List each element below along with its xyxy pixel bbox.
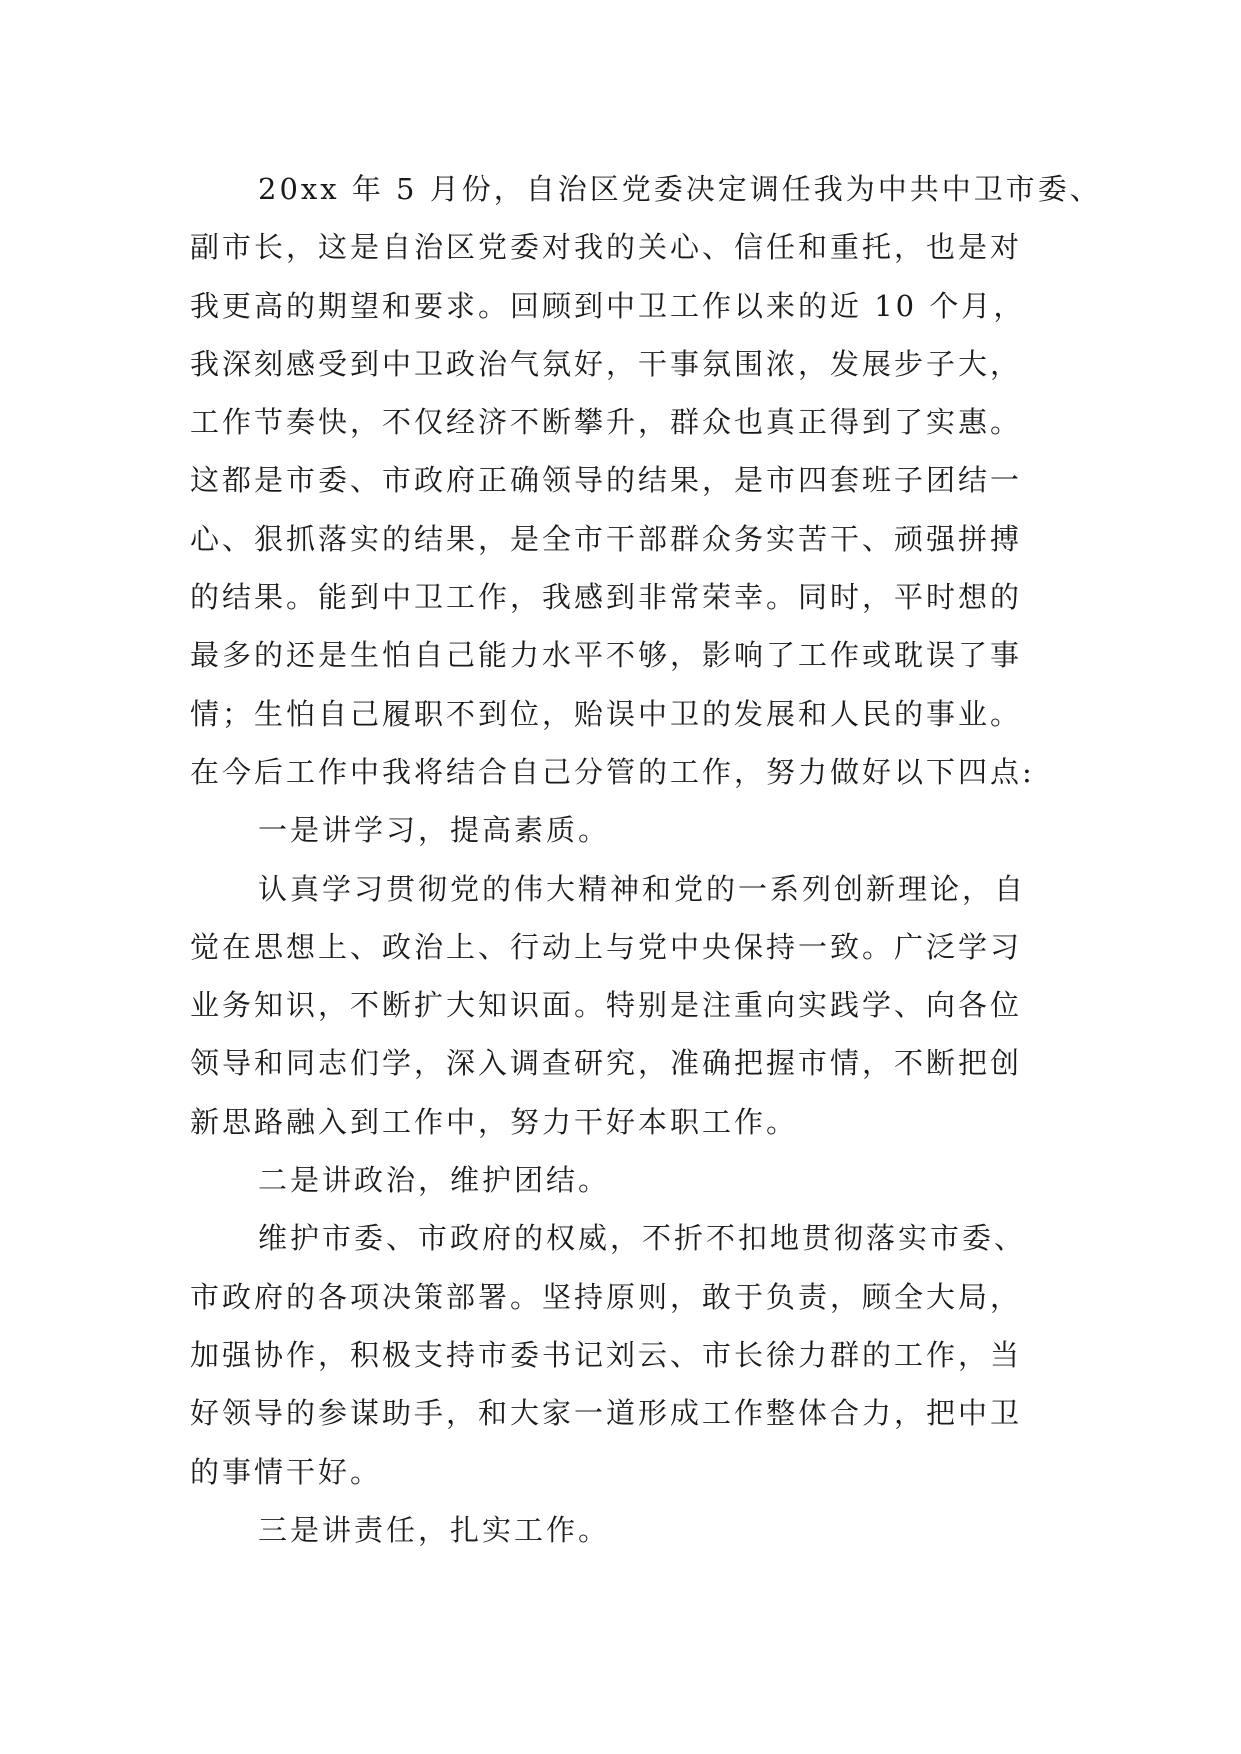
text-line: 业务知识，不断扩大知识面。特别是注重向实践学、向各位 (190, 988, 1023, 1023)
text-line: 心、狠抓落实的结果，是全市干部群众务实苦干、顽强拼搏 (190, 521, 1023, 556)
text-line: 副市长，这是自治区党委对我的关心、信任和重托，也是对 (190, 230, 1023, 265)
text-line: 我更高的期望和要求。回顾到中卫工作以来的近 10 个月， (190, 288, 1026, 323)
text-line: 加强协作，积极支持市委书记刘云、市长徐力群的工作，当 (190, 1337, 1023, 1372)
text-line: 认真学习贯彻党的伟大精神和党的一系列创新理论，自 (258, 871, 1027, 906)
text-line: 觉在思想上、政治上、行动上与党中央保持一致。广泛学习 (190, 929, 1023, 964)
text-line: 情；生怕自己履职不到位，贻误中卫的发展和人民的事业。 (190, 696, 1023, 731)
text-line: 维护市委、市政府的权威，不折不扣地贯彻落实市委、 (258, 1221, 1027, 1256)
text-line: 在今后工作中我将结合自己分管的工作，努力做好以下四点: (190, 754, 1035, 789)
text-line: 领导和同志们学，深入调查研究，准确把握市情，不断把创 (190, 1046, 1023, 1081)
section-heading: 三是讲责任，扎实工作。 (258, 1512, 611, 1547)
text-line: 的事情干好。 (190, 1454, 383, 1489)
text-line: 新思路融入到工作中，努力干好本职工作。 (190, 1104, 799, 1139)
text-line: 我深刻感受到中卫政治气氛好，干事氛围浓，发展步子大， (190, 346, 1023, 381)
document-body (190, 160, 1102, 1559)
text-line: 工作节奏快，不仅经济不断攀升，群众也真正得到了实惠。 (190, 405, 1023, 440)
section-heading: 二是讲政治，维护团结。 (258, 1163, 611, 1198)
text-line: 的结果。能到中卫工作，我感到非常荣幸。同时，平时想的 (190, 580, 1023, 615)
text-line: 好领导的参谋助手，和大家一道形成工作整体合力，把中卫 (190, 1396, 1023, 1431)
text-line: 市政府的各项决策部署。坚持原则，敢于负责，顾全大局， (190, 1279, 1023, 1314)
section-heading: 一是讲学习，提高素质。 (258, 813, 611, 848)
text-line: 这都是市委、市政府正确领导的结果，是市四套班子团结一 (190, 463, 1023, 498)
text-line: 最多的还是生怕自己能力水平不够，影响了工作或耽误了事 (190, 638, 1023, 673)
text-line: 20xx 年 5 月份，自治区党委决定调任我为中共中卫市委、 (258, 172, 1102, 206)
